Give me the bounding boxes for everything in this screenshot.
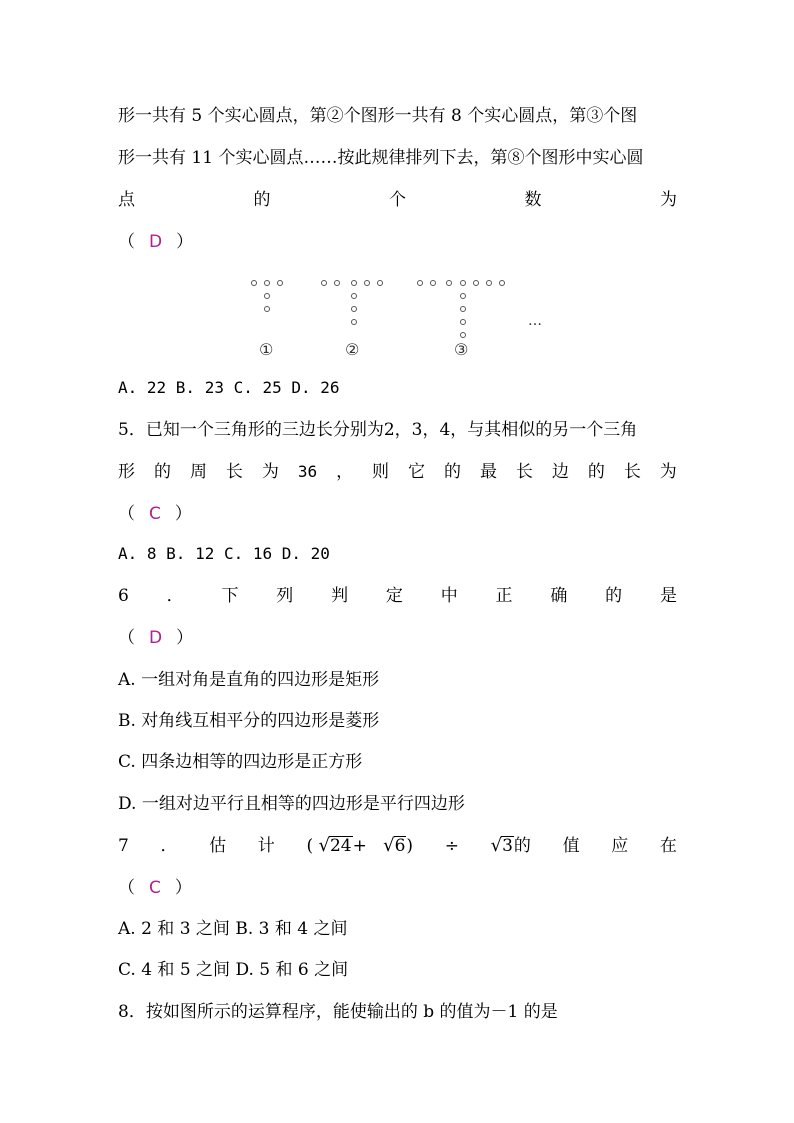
figure-label-2: ② — [345, 340, 360, 359]
q5-word: 形 — [118, 462, 135, 482]
dot — [351, 306, 357, 312]
q5-word: 长 — [515, 462, 533, 482]
q6-option-a: A. 一组对角是直角的四边形是矩形 — [118, 670, 380, 690]
dot — [351, 280, 357, 286]
radicand: 24 — [329, 836, 352, 856]
figure-label-3: ③ — [454, 340, 469, 359]
q4-word: 的 — [253, 190, 271, 210]
radicand: 3 — [502, 836, 513, 856]
q5-text-line-2 — [118, 460, 677, 484]
q6-word: 定 — [385, 586, 403, 606]
dot — [321, 280, 327, 286]
dot — [499, 280, 505, 286]
q6-word: 的 — [605, 586, 623, 606]
q6-word: 是 — [659, 586, 677, 606]
q4-answer: D — [149, 232, 163, 252]
q6-answer-line: （ D ） — [118, 628, 194, 648]
q4-options: A. 22 B. 23 C. 25 D. 26 — [118, 378, 340, 397]
q4-text-line-1: 形一共有 5 个实心圆点，第②个图形一共有 8 个实心圆点，第③个图 — [118, 106, 638, 126]
q5-word: 的 — [443, 462, 461, 482]
q6-option-c: C. 四条边相等的四边形是正方形 — [118, 752, 363, 772]
q5-word: 周 — [189, 462, 207, 482]
q6-word: 确 — [550, 586, 568, 606]
q5-word: 的 — [153, 462, 171, 482]
dot — [460, 332, 466, 338]
dot — [251, 280, 257, 286]
dot — [277, 280, 283, 286]
dot — [446, 280, 452, 286]
q5-word: 最 — [479, 462, 497, 482]
q6-answer: D — [149, 628, 163, 648]
dot — [264, 280, 270, 286]
q4-word: 为 — [660, 190, 677, 210]
q7-text-line-1 — [118, 834, 677, 858]
dot — [264, 293, 270, 299]
sqrt-icon: √ — [490, 835, 503, 856]
q4-text-line-2: 形一共有 11 个实心圆点……按此规律排列下去，第⑧个图形中实心圆 — [118, 148, 644, 168]
dot — [473, 280, 479, 286]
q5-word: 为 — [659, 462, 677, 482]
q7-dot: ． — [160, 836, 178, 856]
q4-answer-line: （ D ） — [118, 232, 194, 252]
q6-word: 中 — [440, 586, 458, 606]
q7-expression-left: ( √24+ √6) — [306, 835, 414, 856]
q5-word: 边 — [551, 462, 569, 482]
q6-option-d: D. 一组对边平行且相等的四边形是平行四边形 — [118, 794, 465, 814]
dot — [460, 280, 466, 286]
q4-word: 数 — [524, 190, 542, 210]
q7-word: 估 — [209, 836, 227, 856]
q7-word: 应 — [611, 836, 629, 856]
sqrt-icon: √ — [318, 835, 330, 856]
q7-word: 在 — [659, 836, 677, 856]
q5-word: 长 — [623, 462, 641, 482]
q7-options-1: A. 2 和 3 之间 B. 3 和 4 之间 — [118, 919, 348, 939]
q5-word: 36 — [297, 462, 318, 481]
q7-options-2: C. 4 和 5 之间 D. 5 和 6 之间 — [118, 960, 349, 980]
q4-word: 点 — [118, 190, 135, 210]
q6-text-line-1 — [118, 584, 677, 608]
q5-word: 长 — [225, 462, 243, 482]
q5-word: 则 — [372, 462, 390, 482]
q4-text-line-3 — [118, 188, 677, 212]
q6-word: 判 — [331, 586, 349, 606]
q6-word: 列 — [276, 586, 294, 606]
q5-word: ， — [336, 462, 354, 482]
q7-divide: ÷ — [444, 836, 459, 856]
q6-option-b: B. 对角线互相平分的四边形是菱形 — [118, 711, 380, 731]
dot — [417, 280, 423, 286]
figure-label-1: ① — [259, 340, 274, 359]
q8-text-line-1: 8．按如图所示的运算程序，能使输出的 b 的值为－1 的是 — [118, 1002, 558, 1022]
q5-answer-line: （ C ） — [118, 504, 192, 524]
q5-word: 它 — [408, 462, 426, 482]
q6-word: 正 — [495, 586, 513, 606]
dot — [351, 319, 357, 325]
q5-word: 的 — [587, 462, 605, 482]
q5-options: A. 8 B. 12 C. 16 D. 20 — [118, 544, 330, 563]
dot — [460, 319, 466, 325]
q6-word: 下 — [221, 586, 239, 606]
dot — [351, 293, 357, 299]
q4-word: 个 — [389, 190, 406, 210]
radicand: 6 — [394, 836, 406, 856]
q7-word: 计 — [257, 836, 275, 856]
dot — [364, 280, 370, 286]
q6-word: ． — [166, 586, 184, 606]
q7-answer: C — [149, 878, 161, 898]
figure-ellipsis: … — [528, 313, 542, 329]
sqrt-icon: √ — [383, 835, 395, 856]
q7-number: 7 — [118, 836, 129, 856]
q6-word: 6 — [118, 586, 129, 606]
dot — [264, 306, 270, 312]
dot — [460, 306, 466, 312]
q5-word: 为 — [261, 462, 279, 482]
q7-expression-right: √3的 — [490, 835, 531, 856]
q7-answer-line: （ C ） — [118, 878, 192, 898]
dot — [460, 293, 466, 299]
dot — [486, 280, 492, 286]
q7-word: 值 — [562, 836, 580, 856]
dot — [430, 280, 436, 286]
dot — [377, 280, 383, 286]
q5-answer: C — [149, 504, 161, 524]
dot — [334, 280, 340, 286]
q5-text-line-1: 5．已知一个三角形的三边长分别为2，3，4，与其相似的另一个三角 — [118, 420, 638, 440]
